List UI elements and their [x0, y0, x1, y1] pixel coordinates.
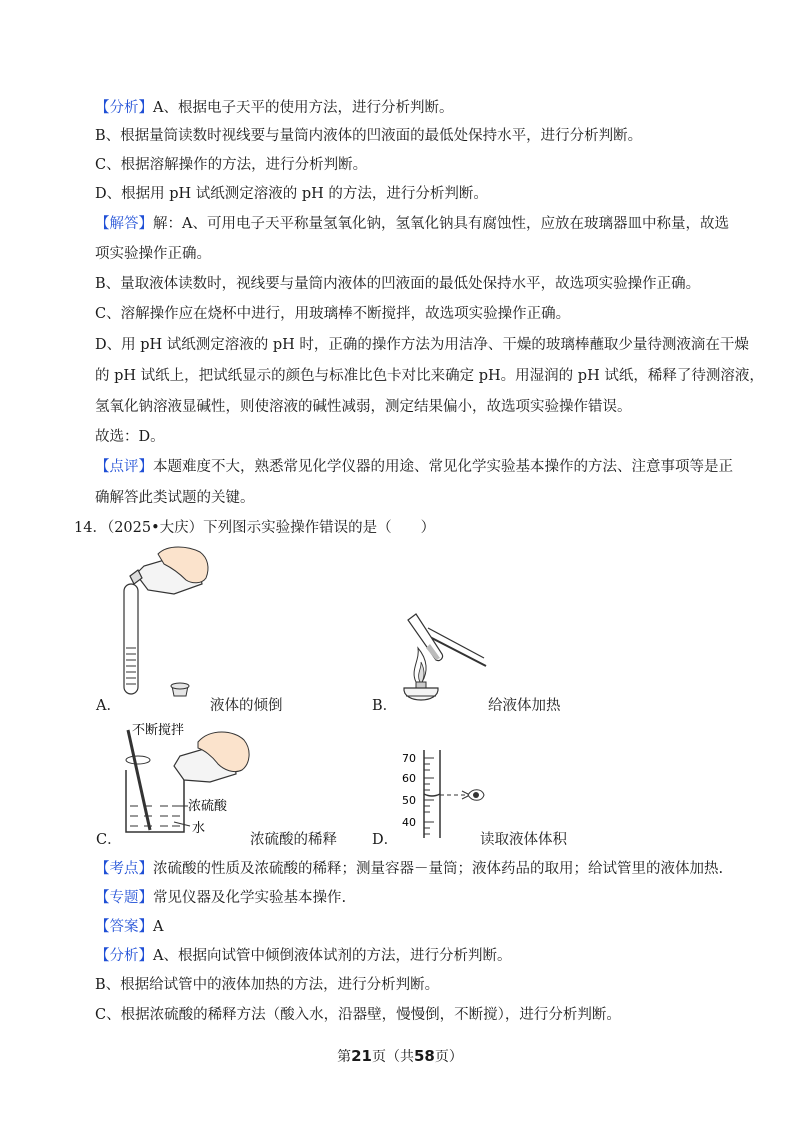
comment-line-2: 确解答此类试题的关键。 — [95, 490, 255, 506]
tick-label-60: 60 — [402, 772, 416, 785]
analysis-line-1: 【分析】A、根据电子天平的使用方法，进行分析判断。 — [95, 100, 454, 116]
tick-label-40: 40 — [402, 816, 416, 829]
option-b-letter: B． — [372, 698, 398, 714]
answer-line-1: 【解答】解：A、可用电子天平称量氢氧化钠，氢氧化钠具有腐蚀性，应放在玻璃器皿中称量，故选 — [95, 216, 729, 232]
option-a-letter: A． — [96, 698, 121, 714]
analysis-line-2: B、根据量筒读数时视线要与量筒内液体的凹液面的最低处保持水平，进行分析判断。 — [95, 128, 643, 144]
answer-line-2: 项实验操作正确。 — [95, 246, 211, 262]
figure-b-heating-liquid — [394, 608, 494, 708]
daan-line: 【答案】A — [95, 919, 164, 935]
figure-d-reading-volume — [396, 748, 486, 840]
zhuanti-line: 【专题】常见仪器及化学实验基本操作. — [95, 890, 347, 906]
option-a-caption: 液体的倾倒 — [210, 698, 283, 714]
option-c-letter: C． — [96, 832, 122, 848]
figure-c-diluting-acid — [114, 720, 274, 840]
label-stir: 不断搅拌 — [132, 723, 185, 738]
option-b-caption: 给液体加热 — [488, 698, 561, 714]
page-total: 58 — [414, 1047, 435, 1065]
answer-line-5: D、用 pH 试纸测定溶液的 pH 时，正确的操作方法为用洁净、干燥的玻璃棒蘸取少量待测液滴在干燥 — [95, 337, 749, 353]
fenxi-line-3: C、根据浓硫酸的稀释方法（酸入水，沿器壁，慢慢倒，不断搅），进行分析判断。 — [95, 1007, 621, 1023]
fenxi-tag: 【分析】 — [95, 948, 153, 964]
option-d-caption: 读取液体体积 — [480, 832, 567, 848]
daan-tag: 【答案】 — [95, 919, 153, 935]
answer-line-6: 的 pH 试纸上，把试纸显示的颜色与标准比色卡对比来确定 pH。用湿润的 pH 试纸，稀释了待测溶液， — [95, 368, 764, 384]
answer-line-3: B、量取液体读数时，视线要与量筒内液体的凹液面的最低处保持水平，故选项实验操作正确。 — [95, 276, 701, 292]
comment-tag: 【点评】 — [95, 459, 153, 475]
question-number: 14． — [74, 520, 107, 536]
kaodian-line: 【考点】浓硫酸的性质及浓硫酸的稀释；测量容器－量筒；液体药品的取用；给试管里的液体加热. — [95, 861, 724, 877]
answer-line-8: 故选：D。 — [95, 429, 165, 445]
kaodian-tag: 【考点】 — [95, 861, 153, 877]
fenxi-line-1: 【分析】A、根据向试管中倾倒液体试剂的方法，进行分析判断。 — [95, 948, 512, 964]
zhuanti-tag: 【专题】 — [95, 890, 153, 906]
label-acid: 浓硫酸 — [188, 799, 228, 814]
fenxi-line-2: B、根据给试管中的液体加热的方法，进行分析判断。 — [95, 977, 440, 993]
label-water: 水 — [192, 821, 206, 836]
tick-label-50: 50 — [402, 794, 416, 807]
question-stem: 14．（2025•大庆）下列图示实验操作错误的是（ ） — [74, 520, 436, 536]
analysis-line-4: D、根据用 pH 试纸测定溶液的 pH 的方法，进行分析判断。 — [95, 186, 488, 202]
page-footer: 第21页（共58页） — [337, 1047, 463, 1065]
answer-tag: 【解答】 — [95, 216, 153, 232]
page-number: 21 — [351, 1047, 372, 1065]
answer-line-7: 氢氧化钠溶液显碱性，则使溶液的碱性减弱，测定结果偏小，故选项实验操作错误。 — [95, 399, 632, 415]
analysis-line-3: C、根据溶解操作的方法，进行分析判断。 — [95, 157, 368, 173]
comment-line-1: 【点评】本题难度不大，熟悉常见化学仪器的用途、常见化学实验基本操作的方法、注意事项等是正 — [95, 459, 733, 475]
answer-line-4: C、溶解操作应在烧杯中进行，用玻璃棒不断搅拌，故选项实验操作正确。 — [95, 306, 571, 322]
option-d-letter: D． — [372, 832, 399, 848]
option-c-caption: 浓硫酸的稀释 — [250, 832, 337, 848]
analysis-tag: 【分析】 — [95, 100, 153, 116]
figure-a-pouring-liquid — [118, 544, 218, 704]
tick-label-70: 70 — [402, 752, 416, 765]
